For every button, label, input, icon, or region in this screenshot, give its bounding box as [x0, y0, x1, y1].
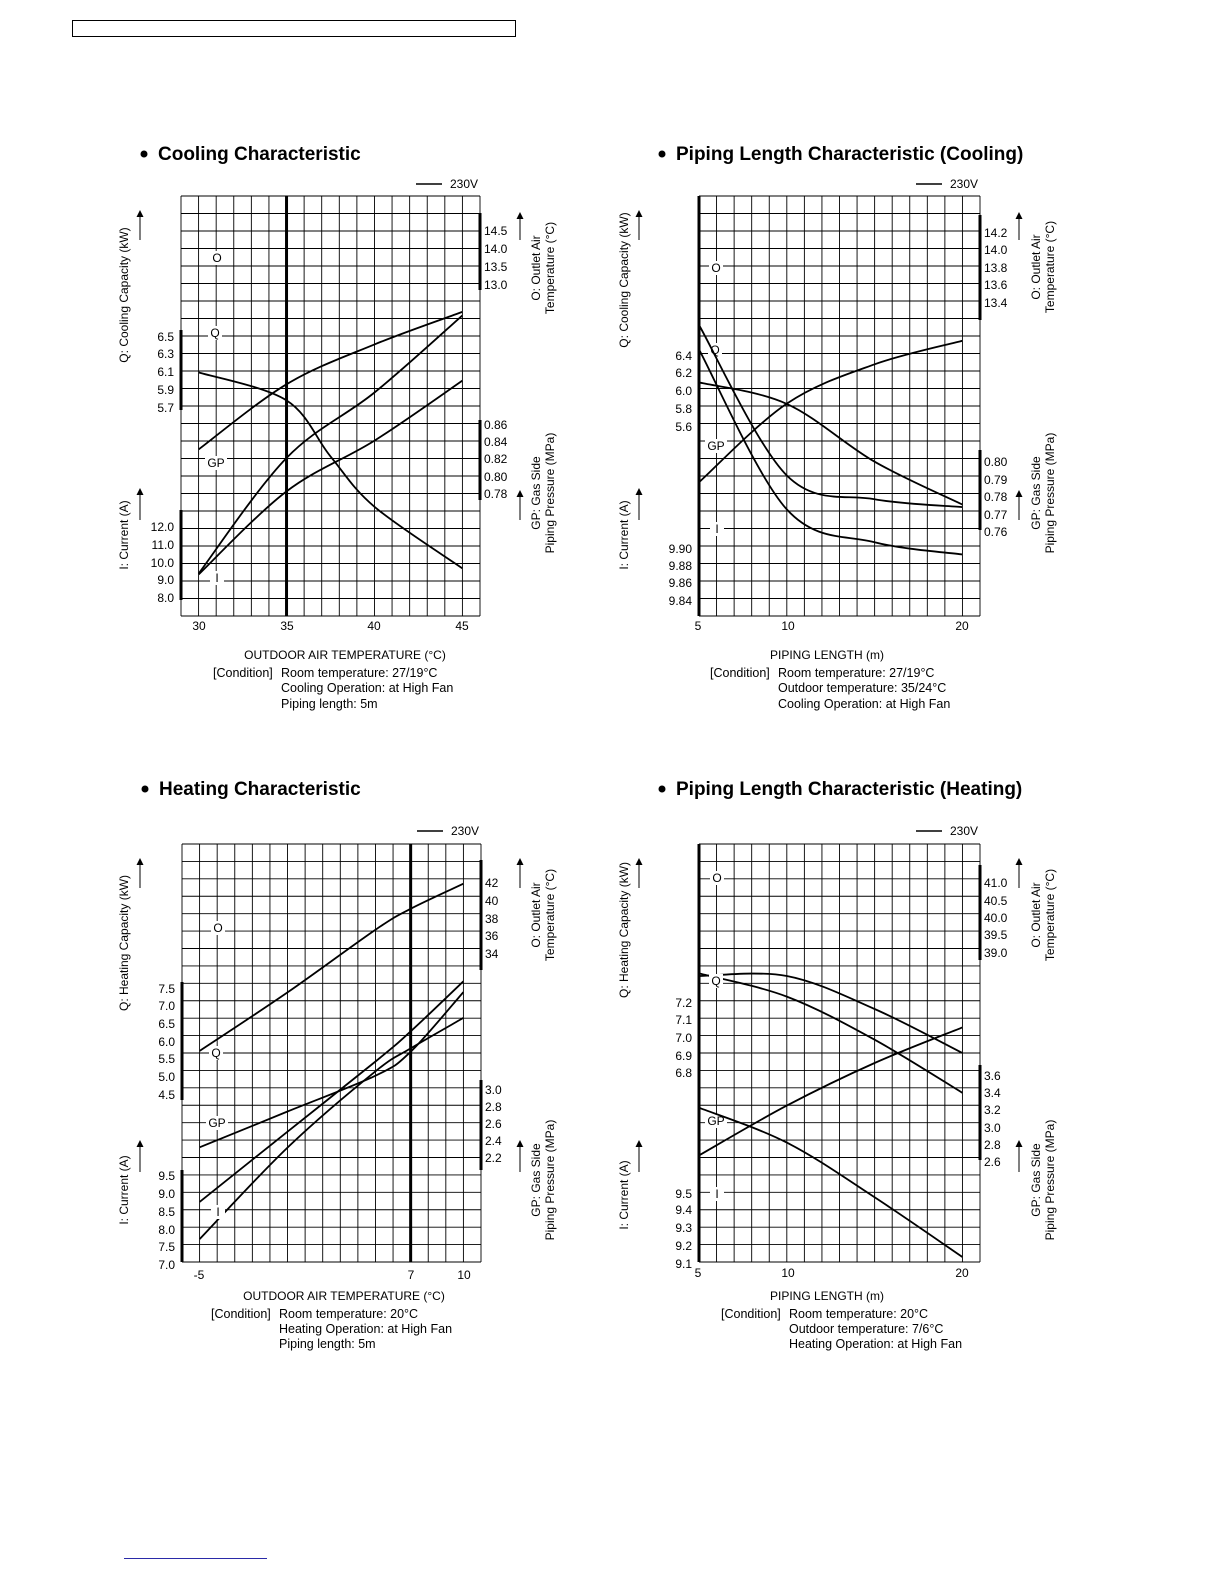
- y-tick-label: 2.4: [485, 1134, 502, 1148]
- y-axis-title-line: Temperature (°C): [1043, 220, 1057, 314]
- arrow-head-icon: [517, 490, 524, 497]
- y-tick-label: 0.84: [484, 435, 508, 449]
- y-tick-label: 6.0: [675, 384, 692, 398]
- y-tick-label: 3.0: [485, 1083, 502, 1097]
- y-tick-label: 0.78: [984, 490, 1008, 504]
- y-axis-title-line: GP: Gas Side: [529, 1143, 543, 1217]
- y-tick-label: 9.86: [668, 576, 692, 590]
- y-axis-title-line: Piping Pressure (MPa): [1043, 432, 1057, 554]
- bullet-icon: [142, 786, 149, 793]
- series-label: Q: [211, 1046, 221, 1060]
- y-tick-label: 6.1: [157, 365, 174, 379]
- series-line-i: [199, 381, 463, 575]
- series-label: I: [215, 571, 219, 585]
- x-axis-title: OUTDOOR AIR TEMPERATURE (°C): [243, 1289, 445, 1303]
- series-line-q: [199, 372, 463, 568]
- condition-line: Outdoor temperature: 7/6°C: [789, 1322, 944, 1336]
- arrow-head-icon: [636, 488, 643, 495]
- y-tick-label: 5.6: [675, 420, 692, 434]
- y-tick-label: 2.8: [984, 1138, 1001, 1152]
- series-label: O: [213, 921, 223, 935]
- bullet-icon: [659, 151, 666, 158]
- series-label: I: [715, 1187, 719, 1201]
- y-tick-label: 36: [485, 929, 499, 943]
- series-line-gp: [200, 992, 464, 1147]
- y-tick-label: 34: [485, 947, 499, 961]
- y-tick-label: 4.5: [158, 1088, 175, 1102]
- y-tick-label: 5.0: [158, 1070, 175, 1084]
- y-axis-title: [529, 869, 557, 961]
- y-tick-label: 13.8: [984, 261, 1008, 275]
- y-tick-label: 9.5: [158, 1169, 175, 1183]
- x-tick-label: 5: [694, 619, 702, 633]
- series-label: GP: [208, 1116, 226, 1130]
- x-tick-label: 5: [694, 1266, 702, 1280]
- y-tick-label: 6.9: [675, 1049, 692, 1063]
- grid: [181, 196, 480, 616]
- y-tick-label: 12.0: [150, 520, 174, 534]
- y-tick-label: 6.3: [157, 347, 174, 361]
- y-tick-label: 8.0: [157, 591, 174, 605]
- heating-characteristic-chart: [0, 760, 612, 1400]
- y-axis-title: [1029, 869, 1057, 961]
- y-tick-label: 5.7: [157, 401, 174, 415]
- arrow-head-icon: [137, 1140, 144, 1147]
- y-tick-label: 6.2: [675, 366, 692, 380]
- y-tick-label: 0.82: [484, 452, 508, 466]
- y-tick-label: 7.5: [158, 982, 175, 996]
- y-tick-label: 11.0: [151, 538, 174, 552]
- y-axis-title: [529, 1120, 557, 1241]
- cooling-characteristic-chart: [0, 0, 612, 760]
- y-tick-label: 7.0: [675, 1031, 692, 1045]
- y-tick-label: 0.80: [484, 470, 508, 484]
- x-tick-label: 20: [955, 619, 969, 633]
- condition-line: Piping length: 5m: [279, 1337, 376, 1351]
- y-tick-label: 5.8: [675, 402, 692, 416]
- y-tick-label: 14.5: [484, 224, 508, 238]
- series-label: I: [216, 1205, 220, 1219]
- y-tick-label: 9.84: [668, 594, 692, 608]
- y-tick-label: 7.5: [158, 1240, 175, 1254]
- y-tick-label: 3.6: [984, 1069, 1001, 1083]
- y-tick-label: 7.1: [675, 1013, 692, 1027]
- arrow-head-icon: [1016, 1140, 1023, 1147]
- y-tick-label: 9.4: [675, 1203, 692, 1217]
- y-tick-label: 0.76: [984, 525, 1008, 539]
- series-line-o: [699, 974, 962, 1053]
- arrow-head-icon: [137, 488, 144, 495]
- y-axis-title: [1029, 221, 1057, 313]
- arrow-head-icon: [137, 210, 144, 217]
- x-axis-title: PIPING LENGTH (m): [769, 648, 885, 662]
- y-axis-title-line: O: Outlet Air: [529, 235, 543, 301]
- y-tick-label: 40: [485, 894, 499, 908]
- condition-line: Room temperature: 27/19°C: [281, 666, 438, 680]
- bullet-icon: [659, 786, 666, 793]
- series-line-gp: [699, 1027, 962, 1155]
- series-label: O: [712, 871, 722, 885]
- series-line-o: [200, 884, 464, 1051]
- y-tick-label: 2.2: [485, 1151, 502, 1165]
- condition-line: Room temperature: 20°C: [279, 1307, 419, 1321]
- condition-line: Cooling Operation: at High Fan: [778, 697, 951, 711]
- x-axis-title: OUTDOOR AIR TEMPERATURE (°C): [244, 648, 446, 662]
- legend-label: 230V: [451, 824, 480, 838]
- y-axis-title: I: Current (A): [117, 1155, 131, 1225]
- series-line-q: [200, 1018, 464, 1239]
- y-axis-title-line: O: Outlet Air: [1029, 882, 1043, 948]
- arrow-head-icon: [1016, 490, 1023, 497]
- y-tick-label: 39.0: [984, 946, 1008, 960]
- y-tick-label: 39.5: [984, 928, 1008, 942]
- x-tick-label: 20: [955, 1266, 969, 1280]
- series-label: GP: [207, 456, 225, 470]
- condition-label: [Condition]: [211, 1307, 271, 1321]
- y-tick-label: 3.2: [984, 1103, 1001, 1117]
- y-tick-label: 3.0: [984, 1121, 1001, 1135]
- x-axis-title: PIPING LENGTH (m): [769, 1289, 885, 1303]
- grid: [182, 844, 481, 1262]
- y-axis-title: Q: Cooling Capacity (kW): [117, 227, 131, 363]
- arrow-head-icon: [636, 858, 643, 865]
- legend-label: 230V: [450, 177, 479, 191]
- x-tick-label: 7: [407, 1268, 415, 1282]
- arrow-head-icon: [1016, 212, 1023, 219]
- y-axis-title-line: Piping Pressure (MPa): [543, 1119, 557, 1241]
- x-tick-label: 10: [457, 1268, 471, 1282]
- arrow-head-icon: [636, 1140, 643, 1147]
- y-tick-label: 0.79: [984, 473, 1008, 487]
- arrow-head-icon: [1016, 858, 1023, 865]
- y-tick-label: 0.80: [984, 455, 1008, 469]
- y-tick-label: 5.9: [157, 383, 174, 397]
- y-tick-label: 9.1: [675, 1257, 692, 1271]
- x-tick-label: -5: [193, 1268, 205, 1282]
- condition-line: Room temperature: 20°C: [789, 1307, 929, 1321]
- footer-rule: [124, 1558, 267, 1559]
- condition-line: Outdoor temperature: 35/24°C: [778, 681, 947, 695]
- condition-label: [Condition]: [721, 1307, 781, 1321]
- y-tick-label: 6.5: [158, 1017, 175, 1031]
- arrow-head-icon: [517, 212, 524, 219]
- y-tick-label: 9.3: [675, 1221, 692, 1235]
- y-tick-label: 9.88: [668, 559, 692, 573]
- y-axis-title: Q: Heating Capacity (kW): [117, 874, 131, 1012]
- condition-line: Heating Operation: at High Fan: [789, 1337, 963, 1351]
- y-tick-label: 9.90: [668, 542, 692, 556]
- y-tick-label: 7.0: [158, 999, 175, 1013]
- arrow-head-icon: [636, 210, 643, 217]
- y-tick-label: 9.2: [675, 1239, 692, 1253]
- series-line-o: [199, 312, 463, 450]
- y-tick-label: 14.0: [484, 242, 508, 256]
- y-axis-title-line: GP: Gas Side: [1029, 1143, 1043, 1217]
- legend-label: 230V: [950, 824, 979, 838]
- piping-length-cooling-chart: [612, 0, 1224, 760]
- y-tick-label: 9.0: [157, 573, 174, 587]
- y-tick-label: 2.6: [984, 1155, 1001, 1169]
- condition-line: Room temperature: 27/19°C: [778, 666, 935, 680]
- condition-line: Piping length: 5m: [281, 697, 378, 711]
- y-tick-label: 2.8: [485, 1100, 502, 1114]
- y-tick-label: 14.0: [984, 243, 1008, 257]
- condition-label: [Condition]: [710, 666, 770, 680]
- y-tick-label: 2.6: [485, 1117, 502, 1131]
- arrow-head-icon: [137, 858, 144, 865]
- legend-label: 230V: [950, 177, 979, 191]
- y-tick-label: 6.8: [675, 1066, 692, 1080]
- x-tick-label: 45: [455, 619, 469, 633]
- y-tick-label: 6.0: [158, 1035, 175, 1049]
- x-tick-label: 10: [781, 619, 795, 633]
- series-line-i: [200, 981, 464, 1202]
- y-tick-label: 7.2: [675, 996, 692, 1010]
- y-axis-title-line: O: Outlet Air: [1029, 234, 1043, 300]
- y-tick-label: 42: [485, 876, 499, 890]
- y-tick-label: 13.4: [984, 296, 1008, 310]
- y-tick-label: 10.0: [150, 556, 174, 570]
- series-label: O: [212, 251, 222, 265]
- y-tick-label: 5.5: [158, 1052, 175, 1066]
- y-tick-label: 14.2: [984, 226, 1008, 240]
- y-axis-title-line: Temperature (°C): [543, 221, 557, 315]
- y-axis-title-line: Temperature (°C): [1043, 868, 1057, 962]
- y-tick-label: 8.5: [158, 1205, 175, 1219]
- chart-title: Piping Length Characteristic (Cooling): [676, 144, 1024, 165]
- x-tick-label: 10: [781, 1266, 795, 1280]
- y-axis-title: [1029, 433, 1057, 554]
- chart-title: Heating Characteristic: [159, 779, 361, 800]
- condition-line: Cooling Operation: at High Fan: [281, 681, 454, 695]
- y-tick-label: 13.6: [984, 278, 1008, 292]
- series-label: I: [715, 522, 719, 536]
- y-tick-label: 7.0: [158, 1258, 175, 1272]
- arrow-head-icon: [517, 858, 524, 865]
- arrow-head-icon: [517, 1140, 524, 1147]
- y-tick-label: 40.5: [984, 894, 1008, 908]
- y-axis-title: I: Current (A): [617, 1160, 631, 1230]
- y-tick-label: 13.0: [484, 278, 508, 292]
- series-line-i: [699, 325, 962, 507]
- y-tick-label: 13.5: [484, 260, 508, 274]
- y-axis-title: [1029, 1120, 1057, 1241]
- y-axis-title-line: Piping Pressure (MPa): [1043, 1119, 1057, 1241]
- y-tick-label: 41.0: [984, 876, 1008, 890]
- series-label: GP: [707, 439, 725, 453]
- y-axis-title: I: Current (A): [617, 500, 631, 570]
- y-axis-title: Q: Cooling Capacity (kW): [617, 212, 631, 348]
- series-label: Q: [710, 343, 720, 357]
- y-axis-title-line: Piping Pressure (MPa): [543, 432, 557, 554]
- y-axis-title-line: O: Outlet Air: [529, 882, 543, 948]
- series-label: Q: [711, 974, 721, 988]
- y-tick-label: 0.86: [484, 418, 508, 432]
- y-axis-title: I: Current (A): [117, 500, 131, 570]
- y-tick-label: 0.77: [984, 508, 1008, 522]
- series-line-i: [699, 1108, 962, 1257]
- y-axis-title: [529, 433, 557, 554]
- condition-label: [Condition]: [213, 666, 273, 680]
- y-tick-label: 6.5: [157, 330, 174, 344]
- y-axis-title-line: Temperature (°C): [543, 868, 557, 962]
- chart-title: Cooling Characteristic: [158, 144, 361, 165]
- x-tick-label: 35: [280, 619, 294, 633]
- y-tick-label: 0.78: [484, 487, 508, 501]
- series-line-o: [699, 341, 962, 483]
- y-tick-label: 6.4: [675, 349, 692, 363]
- y-tick-label: 8.0: [158, 1223, 175, 1237]
- x-tick-label: 30: [192, 619, 206, 633]
- y-tick-label: 9.0: [158, 1187, 175, 1201]
- y-tick-label: 38: [485, 912, 499, 926]
- piping-length-heating-chart: [612, 760, 1224, 1400]
- y-axis-title: [529, 222, 557, 314]
- condition-line: Heating Operation: at High Fan: [279, 1322, 453, 1336]
- y-axis-title-line: GP: Gas Side: [529, 456, 543, 530]
- y-tick-label: 40.0: [984, 911, 1008, 925]
- y-axis-title-line: GP: Gas Side: [1029, 456, 1043, 530]
- y-tick-label: 9.5: [675, 1187, 692, 1201]
- y-tick-label: 3.4: [984, 1086, 1001, 1100]
- series-label: O: [711, 261, 721, 275]
- chart-title: Piping Length Characteristic (Heating): [676, 779, 1023, 800]
- series-label: Q: [210, 326, 220, 340]
- y-axis-title: Q: Heating Capacity (kW): [617, 861, 631, 999]
- series-label: GP: [707, 1114, 725, 1128]
- grid: [699, 844, 980, 1262]
- x-tick-label: 40: [367, 619, 381, 633]
- bullet-icon: [141, 151, 148, 158]
